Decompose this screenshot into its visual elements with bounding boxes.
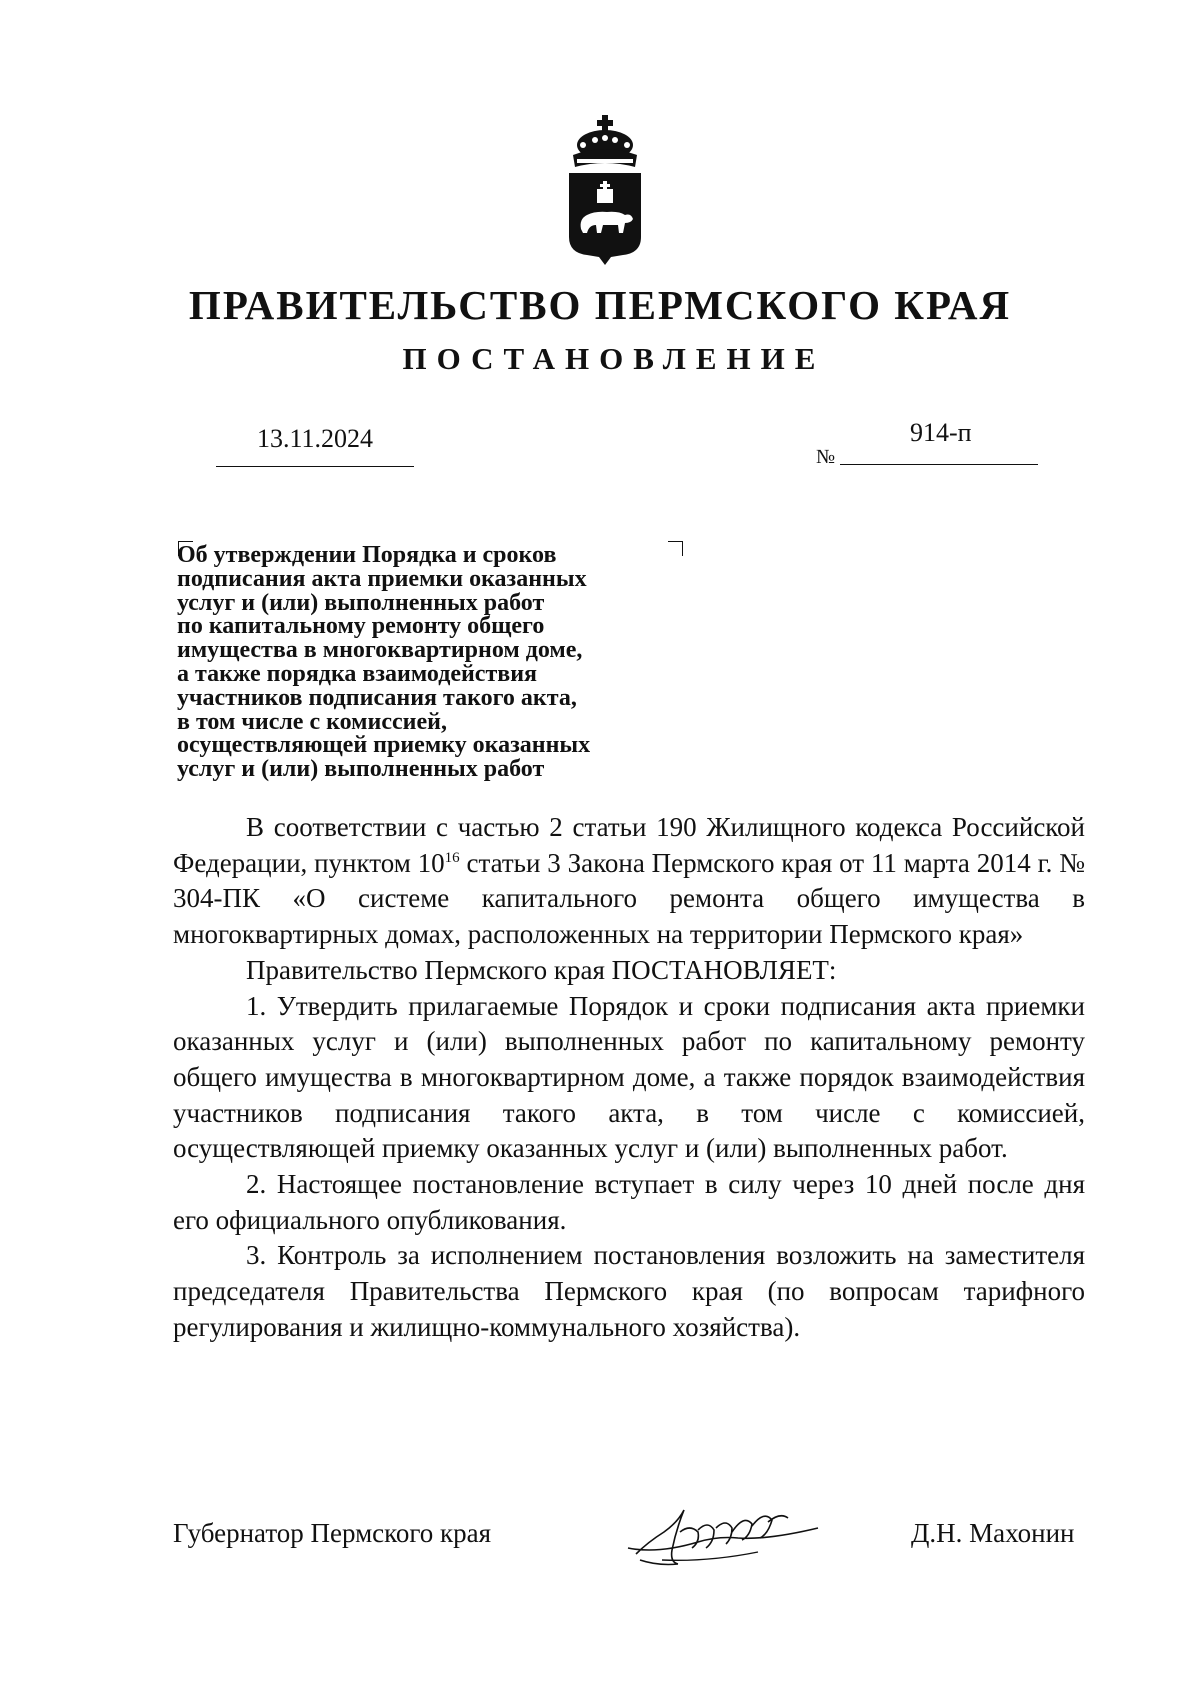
preamble-text: В соответствии с частью 2 статьи 190 Жилищного кодекса Российской Федерации, пунктом 10 xyxy=(173,812,1085,878)
document-subject xyxy=(177,544,697,782)
organization-title: ПРАВИТЕЛЬСТВО ПЕРМСКОГО КРАЯ xyxy=(188,282,1012,328)
coat-of-arms-emblem xyxy=(563,115,647,265)
resolution-item-2: 2. Настоящее постановление вступает в силу через 10 дней после дня его официального опубликования. xyxy=(173,1169,1085,1235)
document-number: 914-п xyxy=(910,418,972,447)
signatory-name: Д.Н. Махонин xyxy=(911,1518,1075,1548)
subject-line: услуг и (или) выполненных работ xyxy=(177,589,545,616)
subject-line: участников подписания такого акта, xyxy=(177,684,577,711)
subject-line: по капитальному ремонту общего xyxy=(177,613,545,640)
preamble-paragraph xyxy=(173,810,1085,953)
document-type-heading: ПОСТАНОВЛЕНИЕ xyxy=(402,341,826,376)
preamble-superscript: 16 xyxy=(444,849,460,866)
resolution-item-1: 1. Утвердить прилагаемые Порядок и сроки подписания акта приемки оказанных услуг и (или) выполненных работ по капитальному ремонту общего имущества в многоквартирном доме, а также порядок взаимодействия участников подписания такого акта, в том числе с комиссией, осуществляющей приемку оказанных услуг и (или) выполненных работ. xyxy=(173,990,1085,1164)
subject-line: услуг и (или) выполненных работ xyxy=(177,756,545,783)
handwritten-signature xyxy=(618,1502,828,1572)
subject-line: а также порядка взаимодействия xyxy=(177,660,538,687)
document-number-field xyxy=(840,418,1038,465)
document-body xyxy=(173,810,1085,1346)
subject-line: подписания акта приемки оказанных xyxy=(177,565,587,592)
preamble-text-continued: статьи 3 Закона Пермского края от 11 марта 2014 г. № 304-ПК «О системе капитального ремонта общего имущества в многоквартирных домах, расположенных на территории Пермского края» xyxy=(173,847,1085,950)
document-date-field xyxy=(216,424,414,467)
document-date: 13.11.2024 xyxy=(256,424,374,453)
signatory-position: Губернатор Пермского края xyxy=(173,1518,492,1548)
resolution-phrase: Правительство Пермского края ПОСТАНОВЛЯЕТ: xyxy=(246,954,837,985)
subject-line: в том числе с комиссией, xyxy=(177,708,447,735)
number-sign: № xyxy=(816,446,836,468)
subject-line: осуществляющей приемку оказанных xyxy=(177,732,591,759)
resolution-item-3: 3. Контроль за исполнением постановления возложить на заместителя председателя Правительства Пермского края (по вопросам тарифного регулирования и жилищно-коммунального хозяйства). xyxy=(173,1240,1085,1342)
subject-line: Об утверждении Порядка и сроков xyxy=(177,542,557,568)
subject-line: имущества в многоквартирном доме, xyxy=(177,637,583,664)
